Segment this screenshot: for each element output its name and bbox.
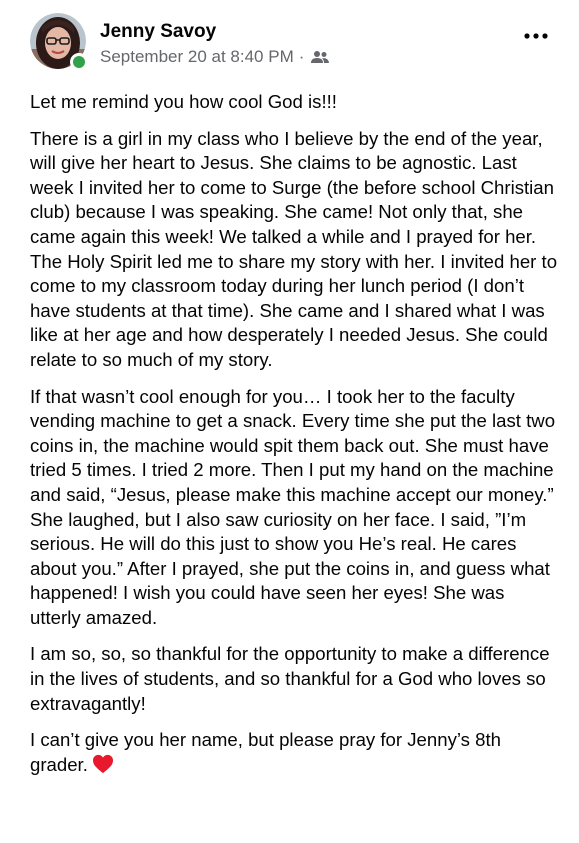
online-status-dot bbox=[70, 53, 88, 71]
more-horizontal-icon bbox=[524, 33, 548, 39]
post-meta bbox=[100, 47, 329, 67]
post-paragraph: If that wasn’t cool enough for you… I took her to the faculty vending machine to get a snack. Every time she put the last two coins in, the machine would spit them back out. She must have tried 5 times. I tried 2 more. Then I put my hand on the machine and said, “Jesus, please make this machine accept our money.” She laughed, but I also saw curiosity on her face. I said, ”I’m serious. He will do this just to show you He’s real. He cares about you.” After I prayed, she put the coins in, and guess what happened! I wish you could have seen her eyes! She was utterly amazed. bbox=[30, 385, 556, 628]
post-timestamp[interactable]: September 20 at 8:40 PM bbox=[100, 47, 294, 66]
post-paragraph-text: I can’t give you her name, but please pray for Jenny’s 8th grader. bbox=[30, 729, 501, 775]
post-header bbox=[30, 13, 560, 75]
post-paragraph-last bbox=[30, 728, 560, 777]
post-body bbox=[30, 90, 560, 789]
post-paragraph: Let me remind you how cool God is!!! bbox=[30, 91, 337, 112]
post-paragraph: I am so, so, so thankful for the opportunity to make a difference in the lives of students, and so thankful for a God who loves so extravagantly! bbox=[30, 643, 550, 714]
post-paragraph: There is a girl in my class who I believe by the end of the year, will give her heart to Jesus. She claims to be agnostic. Last week I invited her to come to Surge (the before school Christian club) because I was speaking. She came! Not only that, she came again this week! We talked a while and I prayed for her. The Holy Spirit led me to share my story with her. I invited her to come to my classroom today during her lunch period (I don’t have students at that time). She came and I shared what I was like at her age and how desperately I needed Jesus. She could relate to so much of my story. bbox=[30, 127, 558, 370]
red-heart-icon bbox=[92, 754, 114, 774]
author-name[interactable]: Jenny Savoy bbox=[100, 21, 217, 42]
friends-icon[interactable] bbox=[311, 50, 329, 64]
more-options-button[interactable] bbox=[522, 25, 550, 47]
meta-separator: · bbox=[298, 47, 305, 66]
author-avatar[interactable] bbox=[30, 13, 86, 69]
